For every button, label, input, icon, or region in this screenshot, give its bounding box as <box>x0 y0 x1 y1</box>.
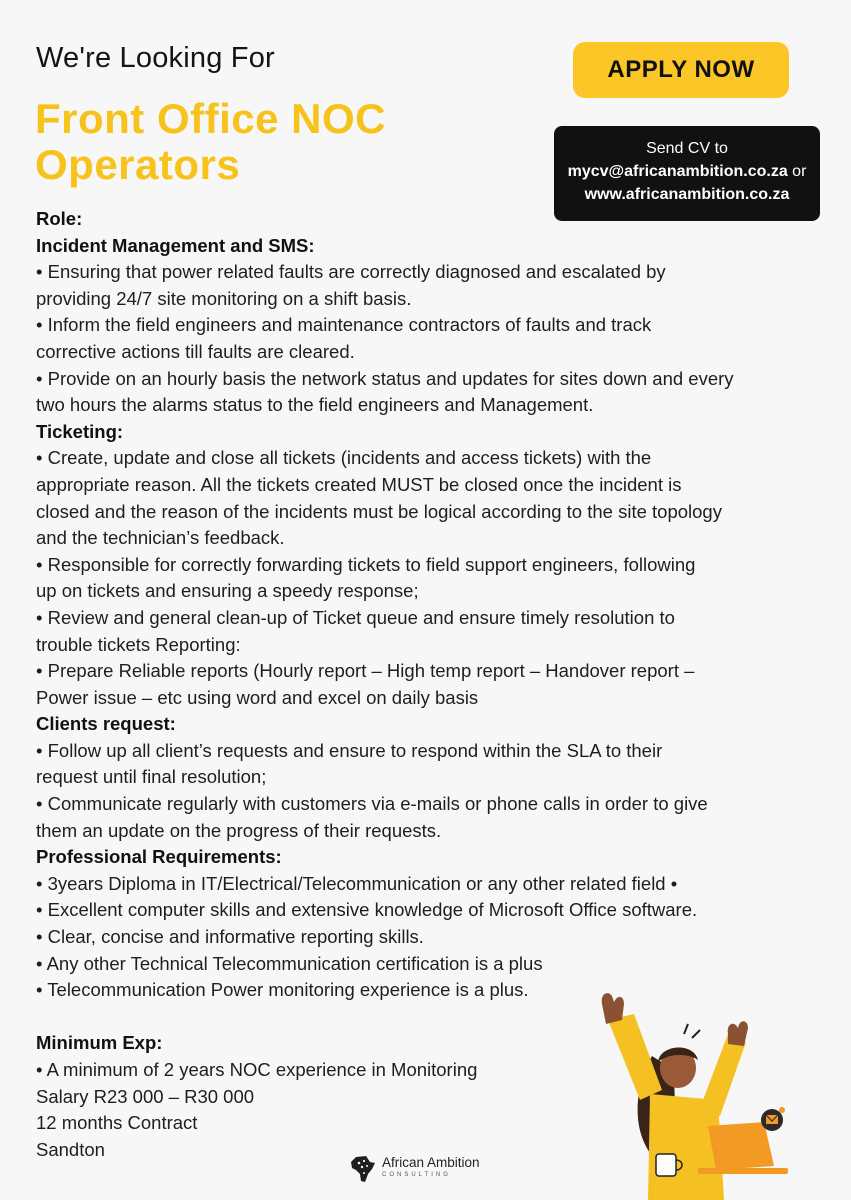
left-hand <box>602 993 624 1024</box>
text-line: • Prepare Reliable reports (Hourly report – High temp report – Handover report – <box>36 660 695 682</box>
email-line <box>554 160 820 183</box>
text-line: trouble tickets Reporting: <box>36 633 241 655</box>
text-line: • Communicate regularly with customers via e-mails or phone calls in order to give <box>36 793 708 815</box>
text-line: • Responsible for correctly forwarding tickets to field support engineers, following <box>36 553 696 575</box>
text-line: Power issue – etc using word and excel on daily basis <box>36 686 479 708</box>
coffee-mug <box>656 1154 676 1176</box>
text-line: • Review and general clean-up of Ticket queue and ensure timely resolution to <box>36 606 675 628</box>
laptop-base <box>698 1168 788 1174</box>
clients-heading: Clients request: <box>36 713 176 735</box>
text-line: • Clear, concise and informative reporting skills. <box>36 926 424 948</box>
text-line: • A minimum of 2 years NOC experience in Monitoring <box>36 1059 478 1080</box>
incident-heading: Incident Management and SMS: <box>36 234 315 256</box>
email-link[interactable]: mycv@africanambition.co.za <box>567 163 788 180</box>
text-line: two hours the alarms status to the field engineers and Management. <box>36 394 594 416</box>
ticketing-heading: Ticketing: <box>36 420 124 442</box>
text-line: providing 24/7 site monitoring on a shift basis. <box>36 287 412 309</box>
text-line: • Telecommunication Power monitoring experience is a plus. <box>36 979 529 1001</box>
text-line: request until final resolution; <box>36 766 267 788</box>
apply-now-button[interactable]: APPLY NOW <box>573 42 789 98</box>
minimum-exp-heading: Minimum Exp: <box>36 1032 163 1054</box>
text-line: • Excellent computer skills and extensive knowledge of Microsoft Office software. <box>36 899 698 921</box>
professional-heading: Professional Requirements: <box>36 846 282 868</box>
text-line: them an update on the progress of their requests. <box>36 819 442 841</box>
text-line: up on tickets and ensuring a speedy response; <box>36 580 419 602</box>
text-line: • Inform the field engineers and maintenance contractors of faults and track <box>36 314 652 336</box>
notification-dot <box>779 1107 785 1113</box>
logo-text <box>382 1156 480 1182</box>
intro-text: We're Looking For <box>36 42 275 74</box>
text-line: closed and the reason of the incidents must be logical according to the site topology <box>36 500 722 522</box>
africa-map-icon <box>348 1154 378 1184</box>
send-cv-label: Send CV to <box>646 140 728 157</box>
job-title-line-2: Operators <box>35 141 241 188</box>
text-line: appropriate reason. All the tickets created MUST be closed once the incident is <box>36 473 682 495</box>
role-heading: Role: <box>36 208 83 229</box>
text-line: • Follow up all client’s requests and ensure to respond within the SLA to their <box>36 739 663 761</box>
job-title-line-1: Front Office NOC <box>35 95 386 142</box>
celebrating-person-illustration <box>578 990 798 1200</box>
text-line: Salary R23 000 – R30 000 <box>36 1085 255 1107</box>
text-line: • Ensuring that power related faults are correctly diagnosed and escalated by <box>36 261 666 283</box>
ticketing-list <box>36 445 836 711</box>
company-logo <box>348 1154 480 1184</box>
clients-list <box>36 738 836 844</box>
website-link[interactable]: www.africanambition.co.za <box>584 186 790 203</box>
or-text: or <box>787 163 807 180</box>
text-line: and the technician’s feedback. <box>36 527 285 549</box>
laptop-screen <box>708 1122 774 1170</box>
logo-name: African Ambition <box>382 1155 480 1170</box>
left-arm <box>608 1014 662 1100</box>
text-line: • Create, update and close all tickets (incidents and access tickets) with the <box>36 447 652 469</box>
professional-list <box>36 871 836 1004</box>
text-line: Sandton <box>36 1138 105 1160</box>
text-line: • 3years Diploma in IT/Electrical/Telecommunication or any other related field • <box>36 872 678 894</box>
text-line: • Any other Technical Telecommunication certification is a plus <box>36 952 543 974</box>
text-line: 12 months Contract <box>36 1112 198 1134</box>
excitement-mark <box>684 1024 700 1038</box>
incident-list <box>36 259 836 419</box>
job-title <box>35 96 386 188</box>
text-line: corrective actions till faults are cleared. <box>36 340 355 362</box>
logo-subtitle: CONSULTING <box>382 1172 451 1178</box>
text-line: • Provide on an hourly basis the network status and updates for sites down and every <box>36 367 734 389</box>
